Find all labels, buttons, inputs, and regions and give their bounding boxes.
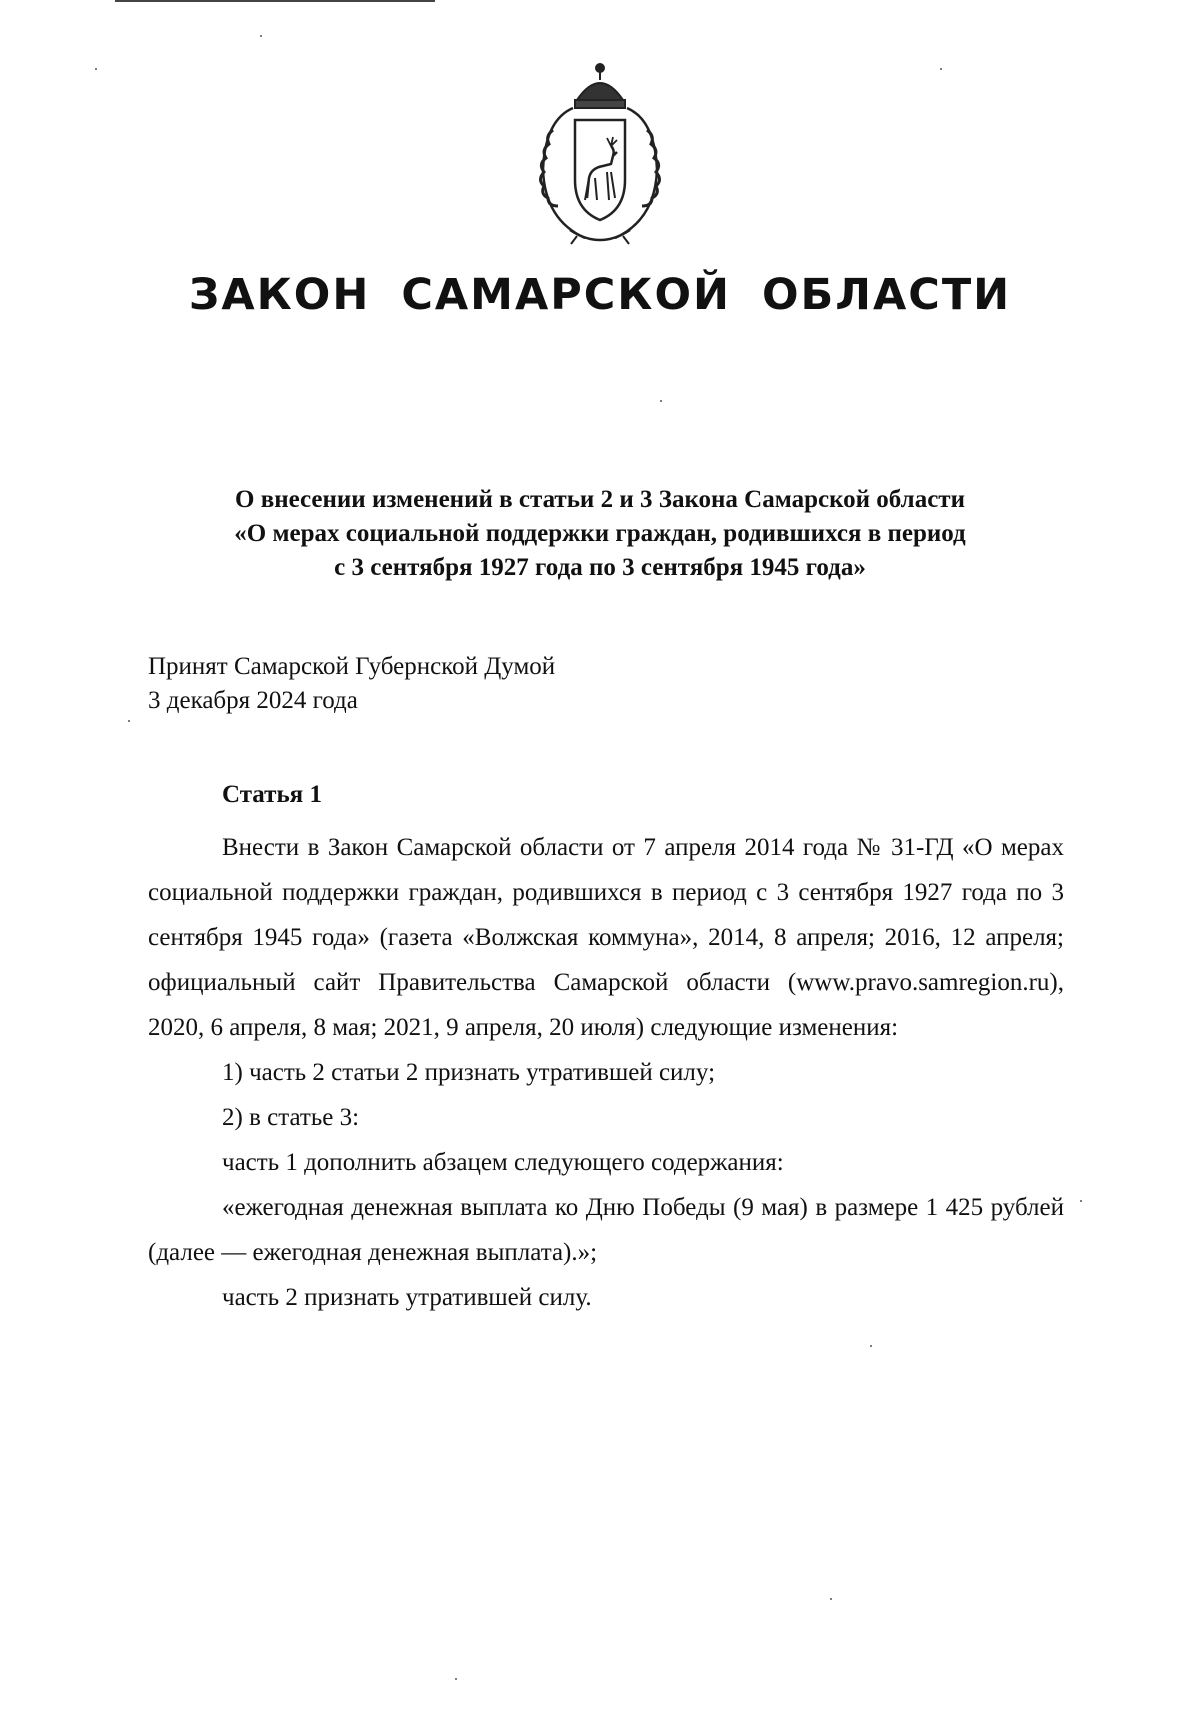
scan-speck [455, 1678, 457, 1680]
scan-speck [870, 1345, 872, 1347]
scan-edge-line [115, 0, 435, 2]
coat-of-arms-icon [515, 60, 685, 250]
law-title: ЗАКОН САМАРСКОЙ ОБЛАСТИ [188, 270, 1012, 320]
article-item-2-quote: «ежегодная денежная выплата ко Дню Победы (9 мая) в размере 1 425 рублей (далее — ежегодная денежная выплата).»; [148, 1194, 1064, 1266]
subtitle-line: «О мерах социальной поддержки граждан, родившихся в период [234, 520, 966, 547]
adopted-by-line: Принят Самарской Губернской Думой [148, 653, 556, 680]
scan-speck [95, 68, 97, 70]
article-heading: Статья 1 [222, 781, 322, 808]
scan-speck [830, 1598, 832, 1600]
subtitle-line: с 3 сентября 1927 года по 3 сентября 1945 года» [334, 554, 866, 581]
scan-speck [660, 400, 662, 402]
adopted-date-line: 3 декабря 2024 года [148, 687, 358, 714]
article-body [148, 825, 1064, 1320]
article-item-2-part-1: часть 1 дополнить абзацем следующего содержания: [222, 1149, 784, 1176]
article-item-2: 2) в статье 3: [222, 1104, 360, 1131]
subtitle-line: О внесении изменений в статьи 2 и 3 Закона Самарской области [235, 486, 965, 513]
article-intro-paragraph: Внести в Закон Самарской области от 7 апреля 2014 года № 31-ГД «О мерах социальной поддержки граждан, родившихся в период с 3 сентября 1927 года по 3 сентября 1945 года» (газета «Волжская коммуна», 2014, 8 апреля; 2016, 12 апреля; официальный сайт Правительства Самарской области (www.pravo.samregion.ru), 2020, 6 апреля, 8 мая; 2021, 9 апреля, 20 июля) следующие изменения: [148, 834, 1064, 1041]
law-subtitle [140, 483, 1060, 585]
article-item-2-part-2: часть 2 признать утратившей силу. [222, 1284, 592, 1311]
scan-speck [128, 720, 130, 722]
scan-speck [940, 68, 942, 70]
adoption-info [148, 650, 555, 718]
scan-speck [260, 35, 262, 37]
article-item-1: 1) часть 2 статьи 2 признать утратившей силу; [222, 1059, 716, 1086]
scan-speck [1080, 1200, 1082, 1202]
